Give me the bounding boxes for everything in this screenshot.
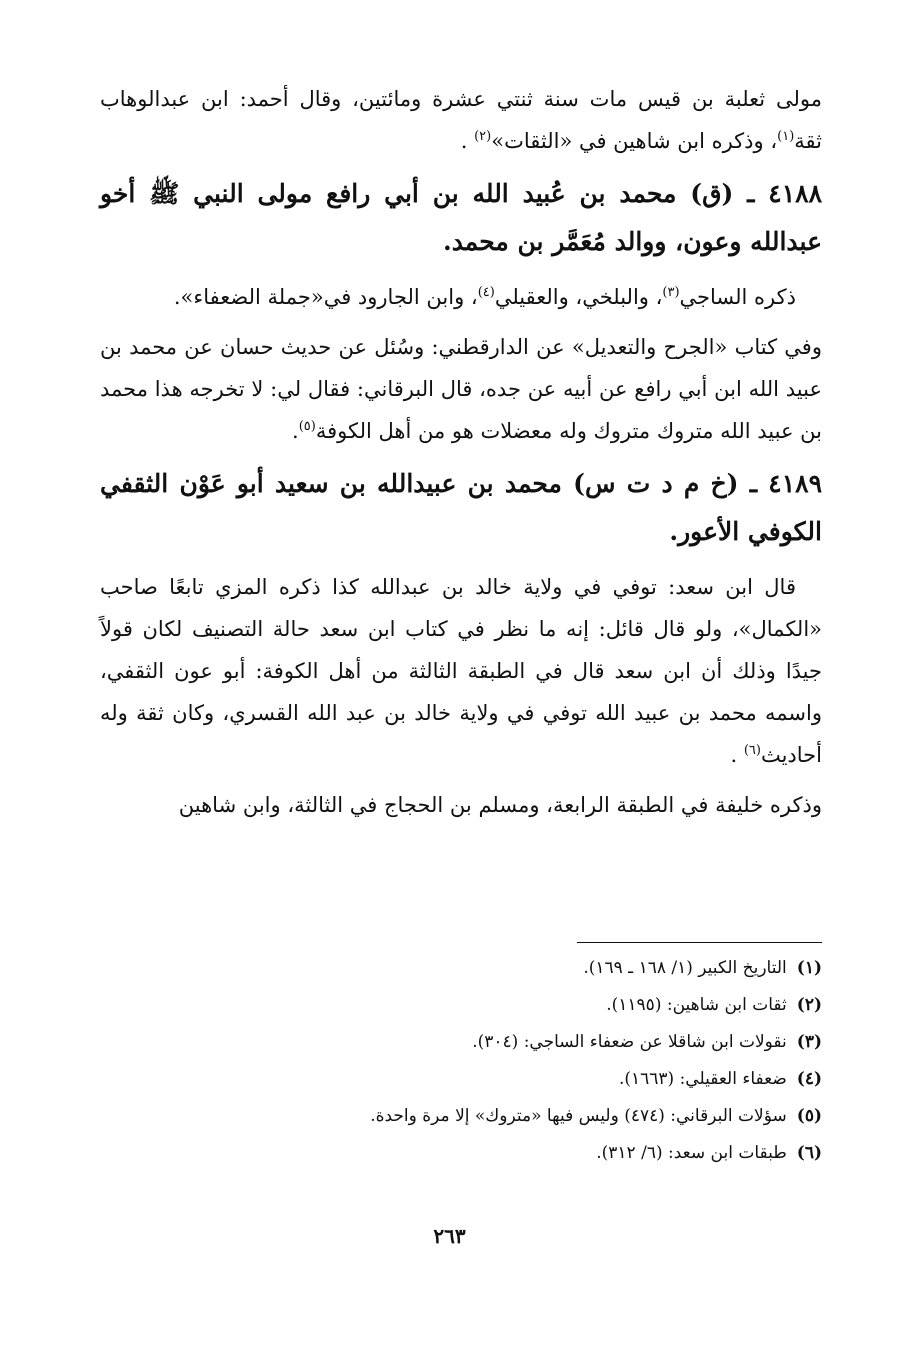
- footnote-text: سؤلات البرقاني: (٤٧٤) وليس فيها «متروك» إلا مرة واحدة.: [370, 1106, 787, 1126]
- footnote-text: نقولات ابن شاقلا عن ضعفاء الساجي: (٣٠٤).: [472, 1032, 787, 1052]
- paragraph-3-end: .: [292, 419, 299, 443]
- paragraph-1: [100, 78, 822, 162]
- footnote-number: (٤): [796, 1069, 822, 1089]
- paragraph-2: [100, 276, 822, 318]
- footnote-2: [262, 987, 822, 1024]
- entry-4188-title: ـ (ق) محمد بن عُبيد الله بن أبي رافع مولى النبي ﷺ أخو عبدالله وعون، ووالد مُعَمَّر بن محمد.: [100, 179, 822, 256]
- paragraph-4-text: قال ابن سعد: توفي في ولاية خالد بن عبدالله كذا ذكره المزي تابعًا صاحب «الكمال»، ولو قال قائل: إنه ما نظر في كتاب ابن سعد حالة التصنيف لكان قولاً جيدًا وذلك أن ابن سعد قال في الطبقة الثالثة من أهل الكوفة: أبو عون الثقفي، واسمه محمد بن عبيد الله توفي في ولاية خالد بن عبد الله القسري، وكان ثقة وله أحاديث: [100, 575, 822, 767]
- footnote-divider: [577, 942, 822, 943]
- entry-4189-title: ـ (خ م د ت س) محمد بن عبيدالله بن سعيد أبو عَوْن الثقفي الكوفي الأعور.: [100, 469, 822, 546]
- footnote-text: ضعفاء العقيلي: (١٦٦٣).: [618, 1069, 787, 1089]
- paragraph-4-end: .: [730, 743, 744, 767]
- footnote-text: طبقات ابن سعد: (٦/ ٣١٢).: [596, 1143, 787, 1163]
- footnote-ref-6[interactable]: (٦): [743, 743, 761, 758]
- footnote-text: ثقات ابن شاهين: (١١٩٥).: [606, 995, 787, 1015]
- paragraph-3: [100, 326, 822, 452]
- footnote-text: التاريخ الكبير (١/ ١٦٨ ـ ١٦٩).: [583, 958, 787, 978]
- entry-4188-heading: [100, 170, 822, 266]
- footnote-number: (١): [796, 958, 822, 978]
- footnote-ref-2[interactable]: (٢): [474, 129, 492, 144]
- paragraph-4: [100, 566, 822, 776]
- entry-4189-number: ٤١٨٩: [768, 469, 822, 498]
- footnote-3: [262, 1024, 822, 1061]
- paragraph-5-text: وذكره خليفة في الطبقة الرابعة، ومسلم بن الحجاج في الثالثة، وابن شاهين: [178, 793, 822, 817]
- entry-4188-number: ٤١٨٨: [768, 179, 822, 208]
- page-body: [100, 78, 822, 834]
- paragraph-3-text: وفي كتاب «الجرح والتعديل» عن الدارقطني: وسُئل عن حديث حسان عن محمد بن عبيد الله ابن أبي رافع عن أبيه عن جده، قال البرقاني: فقال لي: لا تخرجه هذا محمد بن عبيد الله متروك متروك وله معضلات هو من أهل الكوفة: [100, 335, 822, 443]
- paragraph-2-c: ، وابن الجارود في«جملة الضعفاء».: [173, 285, 478, 309]
- paragraph-5: [100, 784, 822, 826]
- page-number: ٢٦٣: [433, 1224, 466, 1248]
- footnote-number: (٢): [796, 995, 822, 1015]
- footnote-6: [262, 1135, 822, 1172]
- footnote-ref-1[interactable]: (١): [777, 129, 795, 144]
- paragraph-2-a: ذكره الساجي: [679, 285, 796, 309]
- footnote-number: (٥): [796, 1106, 822, 1126]
- footnote-5: [262, 1098, 822, 1135]
- entry-4189-heading: [100, 460, 822, 556]
- paragraph-1-end: .: [460, 129, 475, 153]
- footnote-number: (٣): [796, 1032, 822, 1052]
- footnote-ref-3[interactable]: (٣): [662, 285, 680, 300]
- footnote-4: [262, 1061, 822, 1098]
- footnote-1: [262, 950, 822, 987]
- footnotes-list: [262, 950, 822, 1172]
- paragraph-1-text: مولى ثعلبة بن قيس مات سنة ثنتي عشرة ومائتين، وقال أحمد: ابن عبدالوهاب ثقة: [100, 87, 822, 153]
- footnote-ref-5[interactable]: (٥): [298, 419, 316, 434]
- paragraph-2-b: ، والبلخي، والعقيلي: [494, 285, 663, 309]
- footnote-ref-4[interactable]: (٤): [477, 285, 495, 300]
- footnote-number: (٦): [796, 1143, 822, 1163]
- paragraph-1-mid: ، وذكره ابن شاهين في «الثقات»: [491, 129, 778, 153]
